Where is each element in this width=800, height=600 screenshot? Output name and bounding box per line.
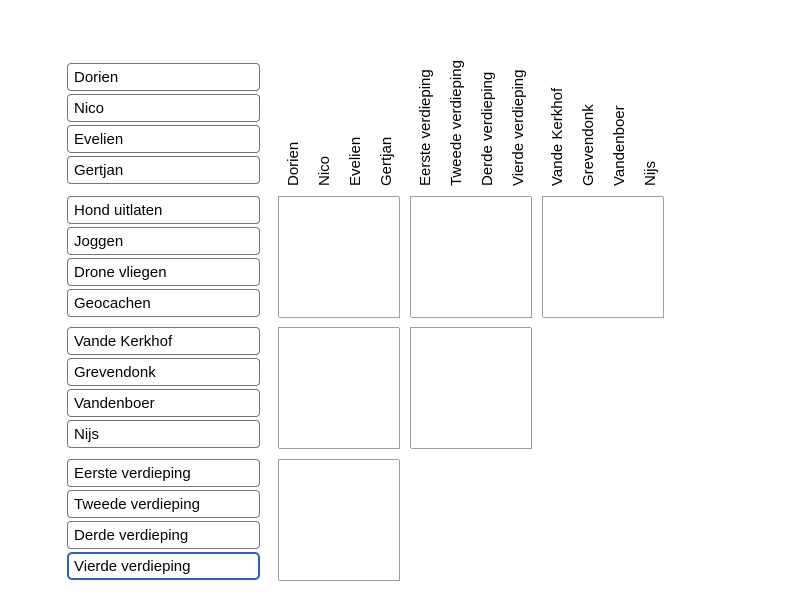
grid-cell[interactable] bbox=[309, 257, 340, 288]
label-input-floors-1[interactable] bbox=[67, 490, 260, 518]
grid-cell[interactable] bbox=[573, 197, 604, 228]
grid-cell[interactable] bbox=[309, 550, 340, 581]
label-input-activities-0[interactable] bbox=[67, 196, 260, 224]
grid-cell[interactable] bbox=[543, 197, 574, 228]
label-input-names-1[interactable] bbox=[67, 94, 260, 122]
label-input-activities-2[interactable] bbox=[67, 258, 260, 286]
grid-cell[interactable] bbox=[603, 197, 634, 228]
grid-block-surnames-names bbox=[278, 327, 399, 448]
grid-cell[interactable] bbox=[471, 257, 502, 288]
grid-cell[interactable] bbox=[369, 358, 400, 389]
label-input-names-0[interactable] bbox=[67, 63, 260, 91]
grid-cell[interactable] bbox=[501, 418, 532, 449]
grid-cell[interactable] bbox=[369, 328, 400, 359]
label-group-surnames bbox=[67, 327, 260, 451]
grid-cell[interactable] bbox=[339, 287, 370, 318]
label-input-surnames-0[interactable] bbox=[67, 327, 260, 355]
grid-block-floors-names bbox=[278, 459, 399, 580]
grid-cell[interactable] bbox=[309, 520, 340, 551]
grid-cell[interactable] bbox=[369, 388, 400, 419]
grid-cell[interactable] bbox=[309, 358, 340, 389]
grid-cell[interactable] bbox=[279, 227, 310, 258]
grid-cell[interactable] bbox=[279, 257, 310, 288]
grid-cell[interactable] bbox=[411, 287, 442, 318]
grid-cell[interactable] bbox=[411, 358, 442, 389]
grid-cell[interactable] bbox=[573, 227, 604, 258]
column-header-group-floors bbox=[410, 6, 535, 186]
grid-cell[interactable] bbox=[369, 418, 400, 449]
grid-cell[interactable] bbox=[339, 550, 370, 581]
label-input-surnames-2[interactable] bbox=[67, 389, 260, 417]
grid-cell[interactable] bbox=[501, 287, 532, 318]
grid-cell[interactable] bbox=[471, 287, 502, 318]
column-header-floors-0: Eerste verdieping bbox=[417, 69, 434, 186]
column-header-surnames-2: Vandenboer bbox=[611, 105, 628, 186]
grid-cell[interactable] bbox=[369, 257, 400, 288]
grid-cell[interactable] bbox=[441, 328, 472, 359]
grid-cell[interactable] bbox=[471, 227, 502, 258]
grid-cell[interactable] bbox=[339, 257, 370, 288]
grid-cell[interactable] bbox=[279, 550, 310, 581]
column-header-group-surnames bbox=[542, 6, 667, 186]
column-header-surnames-1: Grevendonk bbox=[580, 104, 597, 186]
grid-cell[interactable] bbox=[411, 328, 442, 359]
grid-cell[interactable] bbox=[471, 418, 502, 449]
label-input-activities-3[interactable] bbox=[67, 289, 260, 317]
grid-cell[interactable] bbox=[339, 227, 370, 258]
column-header-names-1: Nico bbox=[316, 155, 333, 186]
grid-cell[interactable] bbox=[501, 257, 532, 288]
grid-cell[interactable] bbox=[339, 460, 370, 491]
grid-cell[interactable] bbox=[279, 358, 310, 389]
grid-cell[interactable] bbox=[573, 257, 604, 288]
column-header-floors-2: Derde verdieping bbox=[479, 71, 496, 186]
grid-cell[interactable] bbox=[411, 197, 442, 228]
grid-block-activities-names bbox=[278, 196, 399, 317]
grid-cell[interactable] bbox=[471, 328, 502, 359]
grid-cell[interactable] bbox=[309, 490, 340, 521]
label-input-surnames-1[interactable] bbox=[67, 358, 260, 386]
label-input-names-2[interactable] bbox=[67, 125, 260, 153]
grid-cell[interactable] bbox=[369, 227, 400, 258]
grid-cell[interactable] bbox=[279, 287, 310, 318]
grid-cell[interactable] bbox=[339, 358, 370, 389]
label-input-surnames-3[interactable] bbox=[67, 420, 260, 448]
grid-cell[interactable] bbox=[633, 257, 664, 288]
column-header-surnames-0: Vande Kerkhof bbox=[549, 87, 566, 186]
grid-cell[interactable] bbox=[603, 287, 634, 318]
grid-cell[interactable] bbox=[501, 197, 532, 228]
grid-cell[interactable] bbox=[309, 197, 340, 228]
grid-block-activities-floors bbox=[410, 196, 531, 317]
grid-cell[interactable] bbox=[411, 257, 442, 288]
grid-cell[interactable] bbox=[279, 388, 310, 419]
grid-cell[interactable] bbox=[573, 287, 604, 318]
grid-cell[interactable] bbox=[501, 328, 532, 359]
grid-cell[interactable] bbox=[369, 287, 400, 318]
label-group-activities bbox=[67, 196, 260, 320]
label-input-floors-2[interactable] bbox=[67, 521, 260, 549]
grid-cell[interactable] bbox=[309, 460, 340, 491]
grid-cell[interactable] bbox=[309, 328, 340, 359]
grid-cell[interactable] bbox=[633, 287, 664, 318]
grid-cell[interactable] bbox=[369, 490, 400, 521]
grid-cell[interactable] bbox=[339, 388, 370, 419]
grid-cell[interactable] bbox=[279, 328, 310, 359]
grid-cell[interactable] bbox=[369, 460, 400, 491]
grid-cell[interactable] bbox=[309, 227, 340, 258]
grid-cell[interactable] bbox=[543, 227, 574, 258]
grid-cell[interactable] bbox=[279, 520, 310, 551]
column-header-names-2: Evelien bbox=[347, 136, 364, 186]
grid-cell[interactable] bbox=[309, 287, 340, 318]
grid-cell[interactable] bbox=[441, 197, 472, 228]
grid-cell[interactable] bbox=[339, 490, 370, 521]
grid-cell[interactable] bbox=[309, 418, 340, 449]
grid-cell[interactable] bbox=[369, 520, 400, 551]
grid-cell[interactable] bbox=[543, 257, 574, 288]
grid-cell[interactable] bbox=[441, 227, 472, 258]
grid-cell[interactable] bbox=[411, 227, 442, 258]
grid-cell[interactable] bbox=[441, 287, 472, 318]
grid-cell[interactable] bbox=[339, 328, 370, 359]
grid-cell[interactable] bbox=[501, 388, 532, 419]
grid-cell[interactable] bbox=[339, 197, 370, 228]
grid-cell[interactable] bbox=[501, 227, 532, 258]
grid-cell[interactable] bbox=[471, 197, 502, 228]
label-group-floors bbox=[67, 459, 260, 583]
grid-cell[interactable] bbox=[411, 388, 442, 419]
grid-cell[interactable] bbox=[279, 197, 310, 228]
grid-cell[interactable] bbox=[279, 418, 310, 449]
grid-cell[interactable] bbox=[633, 227, 664, 258]
label-input-floors-0[interactable] bbox=[67, 459, 260, 487]
column-header-floors-1: Tweede verdieping bbox=[448, 60, 465, 186]
grid-cell[interactable] bbox=[369, 197, 400, 228]
grid-cell[interactable] bbox=[543, 287, 574, 318]
column-header-names-3: Gertjan bbox=[378, 136, 395, 186]
label-input-activities-1[interactable] bbox=[67, 227, 260, 255]
column-header-group-names bbox=[278, 6, 403, 186]
label-group-names bbox=[67, 63, 260, 187]
grid-cell[interactable] bbox=[279, 460, 310, 491]
grid-cell[interactable] bbox=[279, 490, 310, 521]
column-header-surnames-3: Nijs bbox=[642, 161, 659, 186]
label-input-floors-3-focused[interactable] bbox=[67, 552, 260, 580]
grid-block-surnames-floors bbox=[410, 327, 531, 448]
grid-cell[interactable] bbox=[633, 197, 664, 228]
grid-cell[interactable] bbox=[441, 418, 472, 449]
grid-cell[interactable] bbox=[501, 358, 532, 389]
grid-cell[interactable] bbox=[441, 388, 472, 419]
grid-cell[interactable] bbox=[411, 418, 442, 449]
grid-cell[interactable] bbox=[471, 358, 502, 389]
grid-cell[interactable] bbox=[603, 257, 634, 288]
grid-cell[interactable] bbox=[603, 227, 634, 258]
grid-cell[interactable] bbox=[441, 257, 472, 288]
column-header-floors-3: Vierde verdieping bbox=[510, 69, 527, 186]
grid-cell[interactable] bbox=[309, 388, 340, 419]
grid-cell[interactable] bbox=[339, 520, 370, 551]
grid-block-activities-surnames bbox=[542, 196, 663, 317]
grid-cell[interactable] bbox=[471, 388, 502, 419]
column-header-names-0: Dorien bbox=[285, 141, 302, 186]
grid-cell[interactable] bbox=[369, 550, 400, 581]
label-input-names-3[interactable] bbox=[67, 156, 260, 184]
grid-cell[interactable] bbox=[441, 358, 472, 389]
grid-cell[interactable] bbox=[339, 418, 370, 449]
